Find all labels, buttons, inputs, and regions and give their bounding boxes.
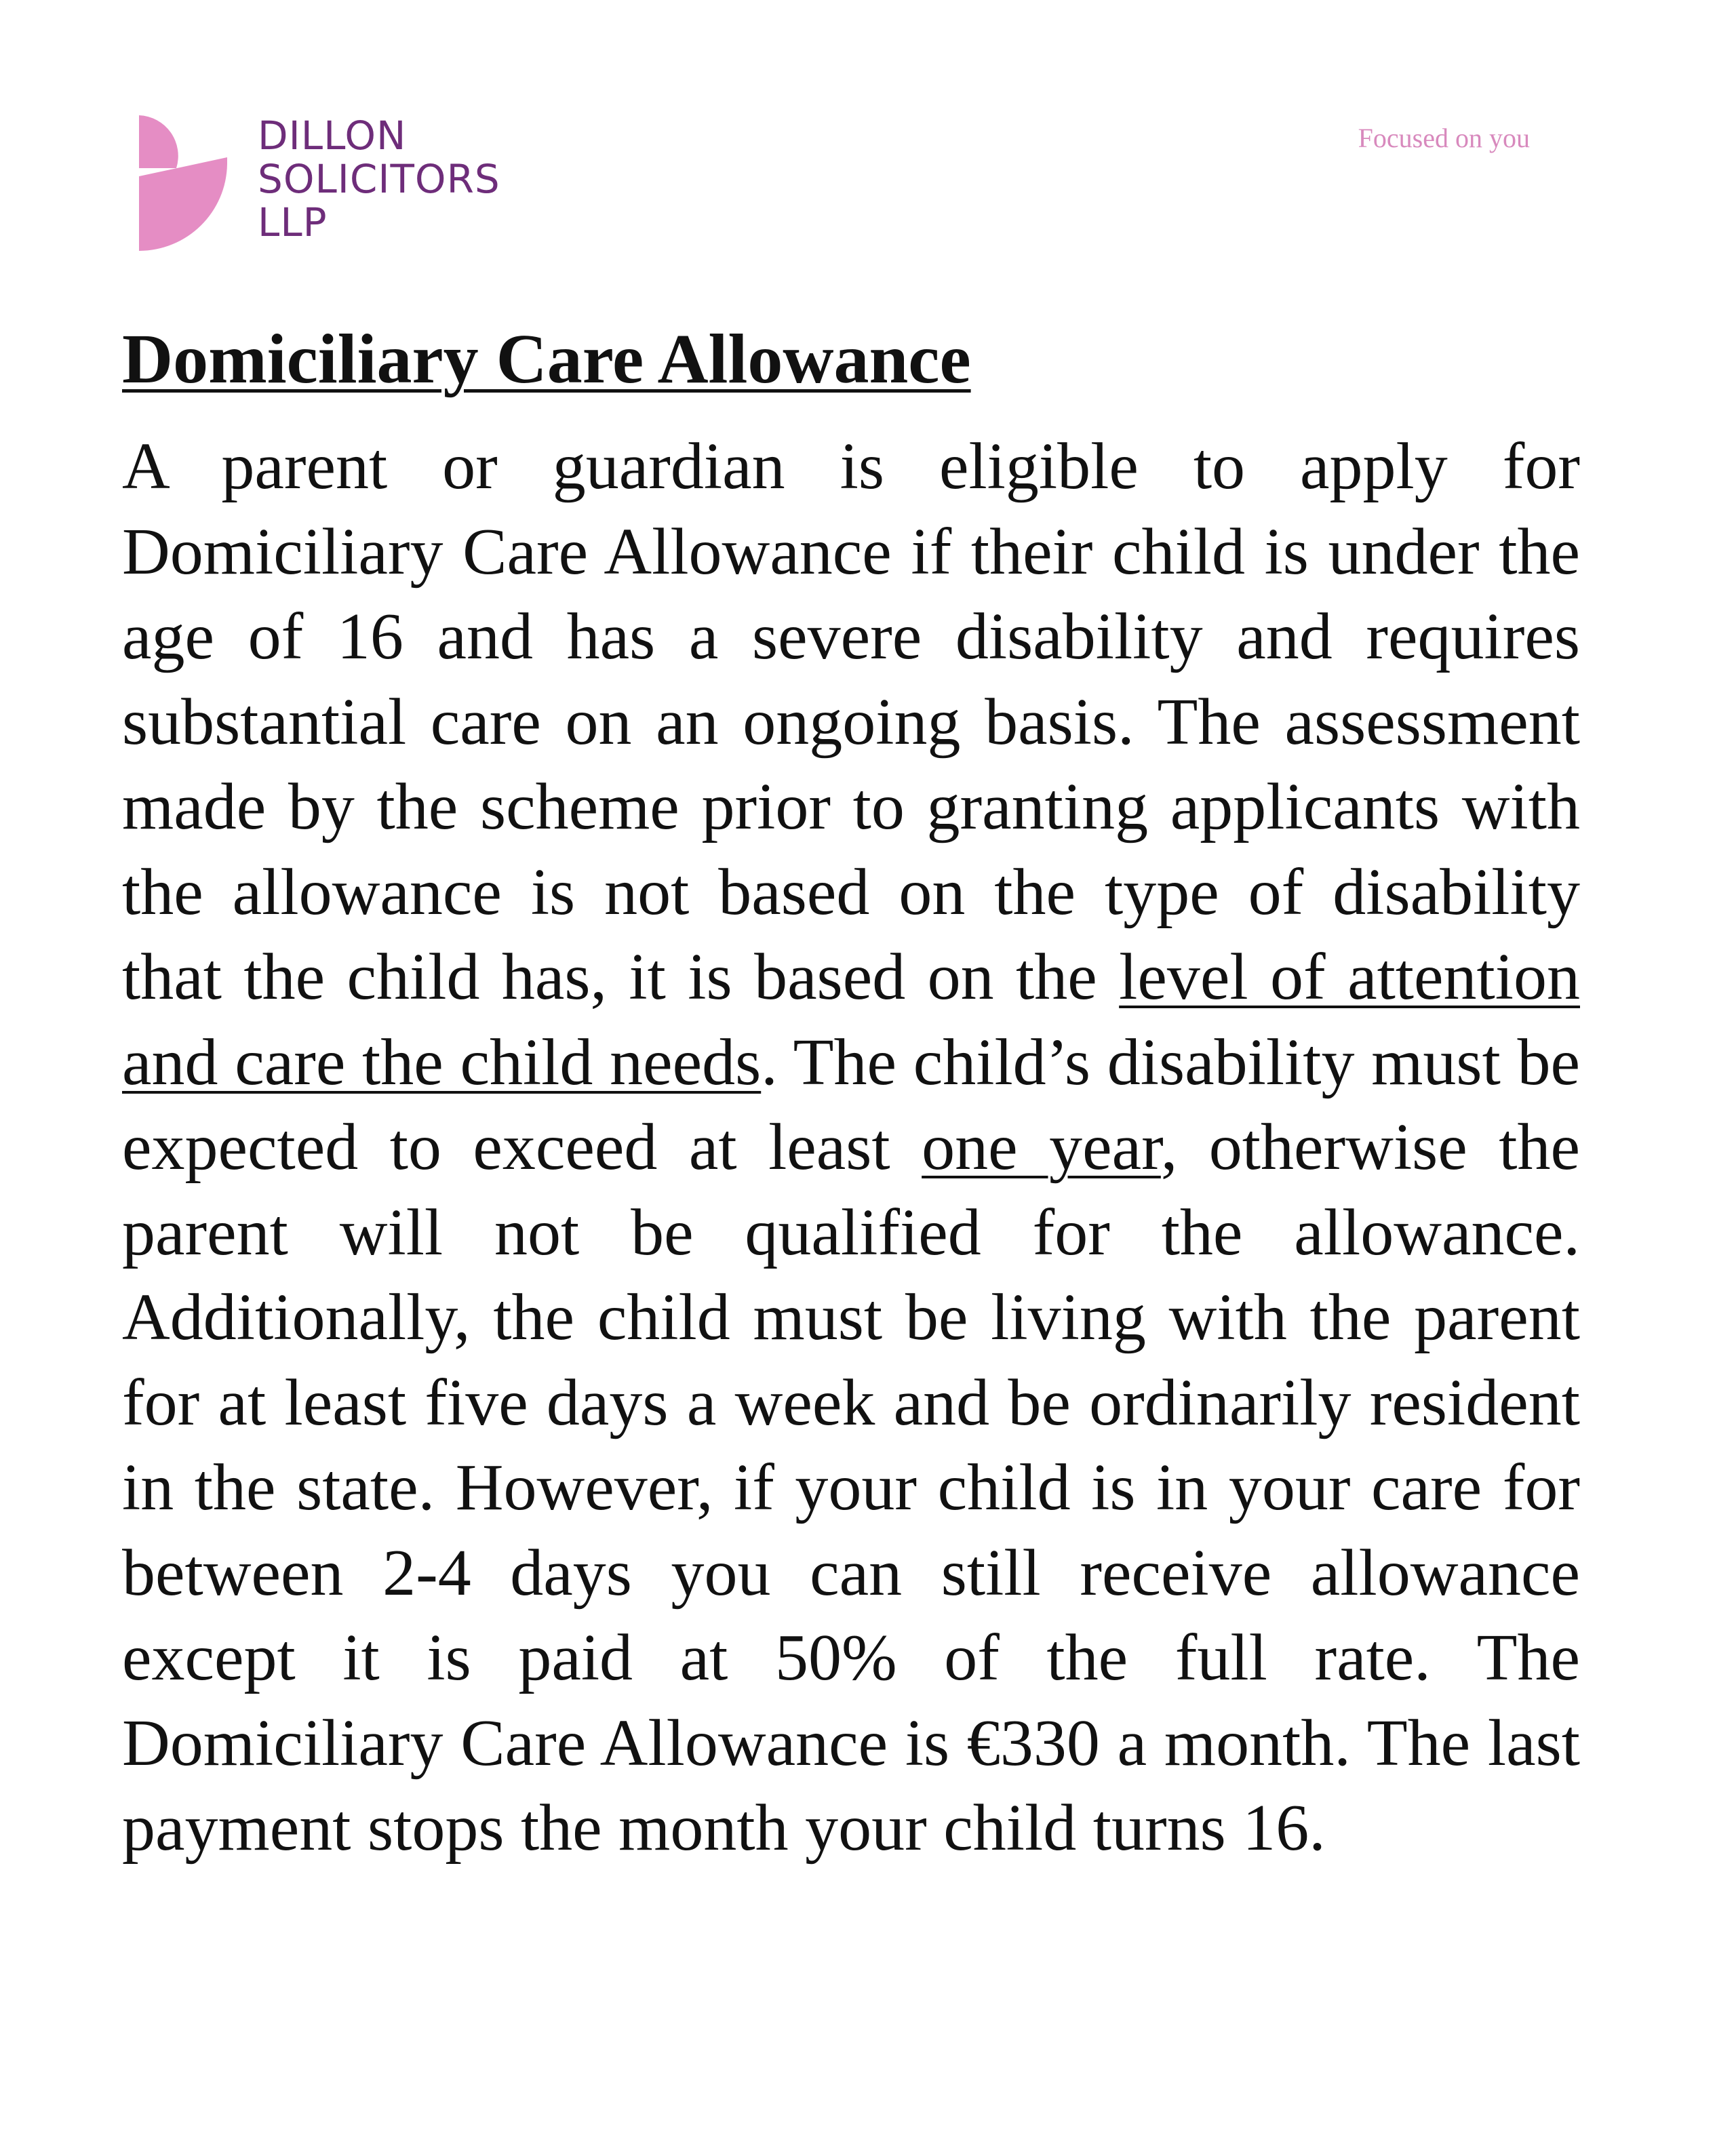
logo-mark-icon [136, 115, 231, 251]
underlined-phrase-care-needs: level of attention and care the child needs [122, 940, 1580, 1099]
logo-line-solicitors: SOLICITORS [258, 156, 500, 202]
page-title: Domiciliary Care Allowance [122, 320, 971, 398]
company-logo-text [258, 114, 500, 244]
body-text-part-3: , otherwise the parent will not be qualified for the allowance. Additionally, the child must be living with the parent for at least five days a week and be ordinarily resident in the state. However, if your child is in your care for between 2-4 days you can still receive allowance except it is paid at 50% of the full rate. The Domiciliary Care Allowance is €330 a month. The last payment stops the month your child turns 16. [122, 1111, 1581, 1865]
tagline: Focused on you [1358, 123, 1530, 153]
body-text-part-2: . The child’s disability must be expected to exceed at least [122, 1025, 1580, 1184]
body-text-part-1: A parent or guardian is eligible to apply for Domiciliary Care Allowance if their child is under the age of 16 and has a severe disability and requires substantial care on an ongoing basis. The assessment made by the scheme prior to granting applicants with the allowance is not based on the type of disability that the child has, it is based on the [122, 430, 1580, 1014]
body-paragraph [122, 424, 1580, 1871]
logo-line-dillon: DILLON [258, 113, 407, 159]
logo-line-llp: LLP [258, 199, 328, 245]
underlined-phrase-one-year: one year [922, 1111, 1161, 1184]
